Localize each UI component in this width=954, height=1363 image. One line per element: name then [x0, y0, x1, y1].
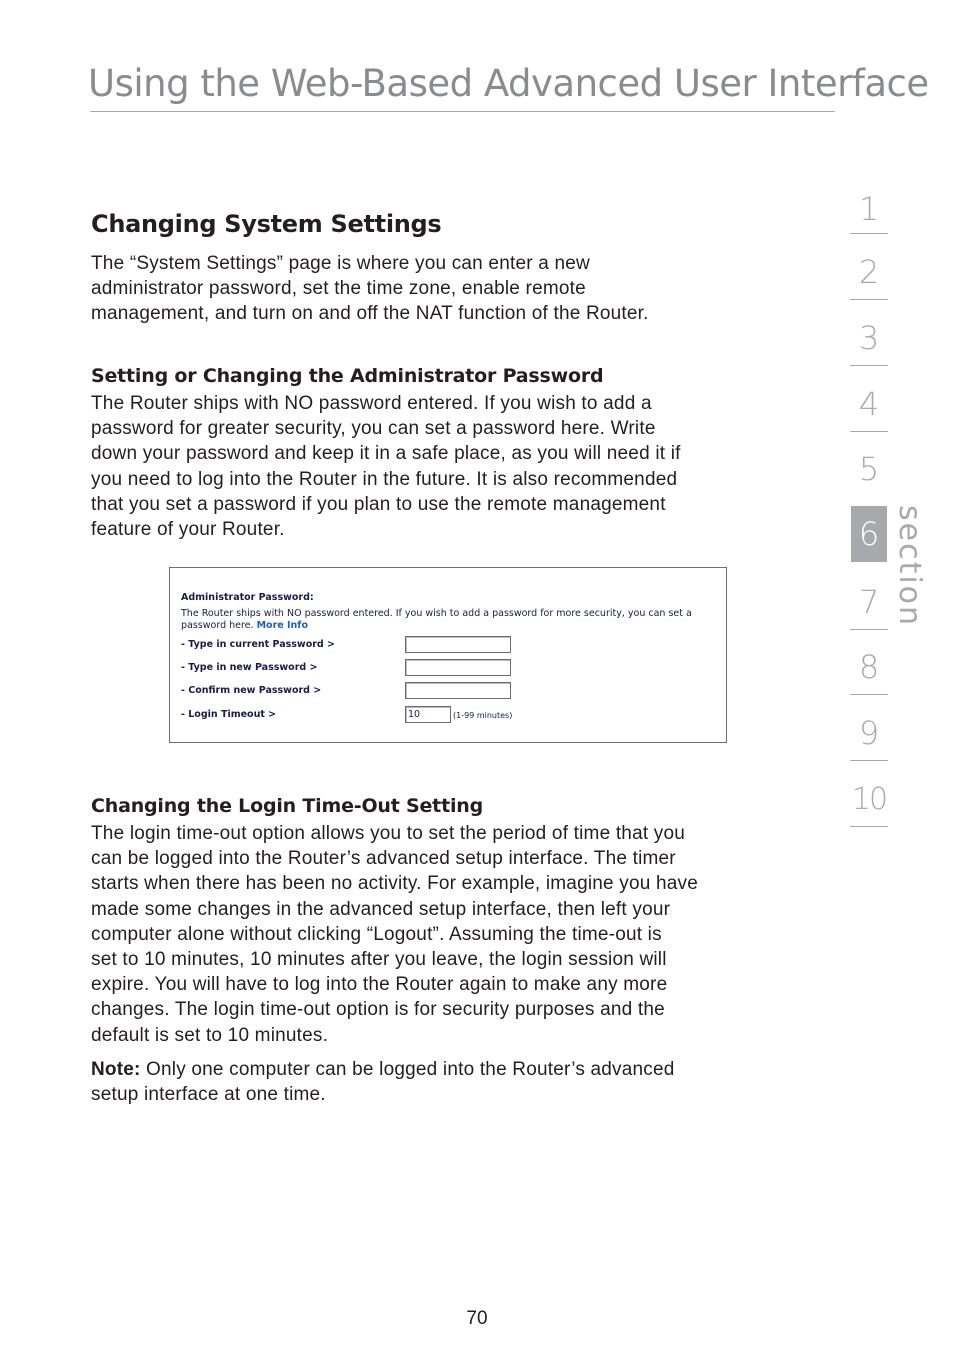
text-line: password for greater security, you can set a password here. Write: [91, 418, 656, 440]
text-line: starts when there has been no activity. For example, imagine you have: [91, 873, 698, 895]
text-fragment: Only one computer can be logged into the Router’s advanced: [140, 1059, 675, 1080]
section-title-system-settings: Changing System Settings: [91, 210, 442, 238]
text-line: [181, 620, 721, 632]
section-nav-item-5[interactable]: 5: [858, 450, 880, 488]
nav-divider: [850, 431, 888, 432]
confirm-password-label: - Confirm new Password >: [181, 685, 322, 696]
text-line: default is set to 10 minutes.: [91, 1024, 329, 1046]
system-settings-paragraph: [91, 251, 811, 327]
text-line: [91, 1057, 811, 1082]
note-label: Note:: [91, 1059, 141, 1080]
header-rule: [90, 111, 835, 112]
nav-divider: [850, 365, 888, 366]
section-nav-item-6-active[interactable]: 6: [851, 506, 887, 562]
section-nav-item-10[interactable]: 10: [851, 781, 887, 817]
text-line: down your password and keep it in a safe place, as you will need it if: [91, 443, 681, 465]
login-timeout-label: - Login Timeout >: [181, 709, 277, 720]
login-timeout-input[interactable]: 10: [405, 706, 451, 723]
confirm-password-input[interactable]: [405, 682, 511, 699]
new-password-input[interactable]: [405, 659, 511, 676]
text-fragment: password here.: [181, 620, 254, 631]
text-line: expire. You will have to log into the Router again to make any more: [91, 974, 668, 996]
new-password-label: - Type in new Password >: [181, 662, 318, 673]
subheading-login-timeout: Changing the Login Time-Out Setting: [91, 795, 483, 817]
text-line: set to 10 minutes, 10 minutes after you leave, the login session will: [91, 949, 667, 971]
current-password-input[interactable]: [405, 636, 511, 653]
section-nav-item-4[interactable]: 4: [858, 385, 880, 423]
text-line: can be logged into the Router’s advanced setup interface. The timer: [91, 848, 676, 870]
text-line: administrator password, set the time zone, enable remote: [91, 278, 586, 300]
nav-divider: [850, 826, 888, 827]
text-line: The login time-out option allows you to set the period of time that you: [91, 823, 686, 844]
text-line: that you set a password if you plan to use the remote management: [91, 493, 666, 515]
nav-divider: [850, 760, 888, 761]
text-line: The “System Settings” page is where you can enter a new: [91, 253, 590, 274]
text-line: The Router ships with NO password entered. If you wish to add a password for more security, you can set a: [181, 608, 692, 619]
text-line: you need to log into the Router in the future. It is also recommended: [91, 468, 678, 490]
section-nav-item-9[interactable]: 9: [858, 714, 880, 752]
section-label: section: [892, 505, 927, 628]
nav-divider: [850, 694, 888, 695]
section-nav-item-2[interactable]: 2: [858, 253, 880, 291]
nav-divider: [850, 629, 888, 630]
admin-password-screenshot: [169, 567, 727, 743]
login-timeout-hint: (1-99 minutes): [453, 711, 513, 720]
text-line: The Router ships with NO password entered. If you wish to add a: [91, 393, 652, 414]
text-line: feature of your Router.: [91, 519, 285, 541]
current-password-label: - Type in current Password >: [181, 639, 335, 650]
text-line: computer alone without clicking “Logout”. Assuming the time-out is: [91, 923, 662, 945]
section-nav-item-8[interactable]: 8: [858, 648, 880, 686]
page-number: 70: [466, 1308, 488, 1329]
section-nav-item-3[interactable]: 3: [858, 319, 880, 357]
section-nav-item-7[interactable]: 7: [858, 583, 880, 621]
text-line: management, and turn on and off the NAT function of the Router.: [91, 303, 649, 325]
nav-divider: [850, 299, 888, 300]
more-info-link[interactable]: More Info: [256, 620, 308, 631]
screenshot-title: Administrator Password:: [181, 592, 314, 603]
text-line: made some changes in the advanced setup interface, then left your: [91, 898, 671, 920]
subheading-admin-password: Setting or Changing the Administrator Password: [91, 365, 604, 387]
text-line: changes. The login time-out option is for security purposes and the: [91, 999, 665, 1021]
admin-password-paragraph: [91, 391, 811, 542]
note-paragraph: [91, 1057, 811, 1107]
screenshot-description: [181, 608, 721, 632]
section-nav-item-1[interactable]: 1: [858, 190, 880, 228]
text-line: setup interface at one time.: [91, 1084, 326, 1106]
login-timeout-paragraph: [91, 821, 811, 1048]
nav-divider: [850, 233, 888, 234]
header-title: Using the Web-Based Advanced User Interface: [88, 62, 929, 105]
